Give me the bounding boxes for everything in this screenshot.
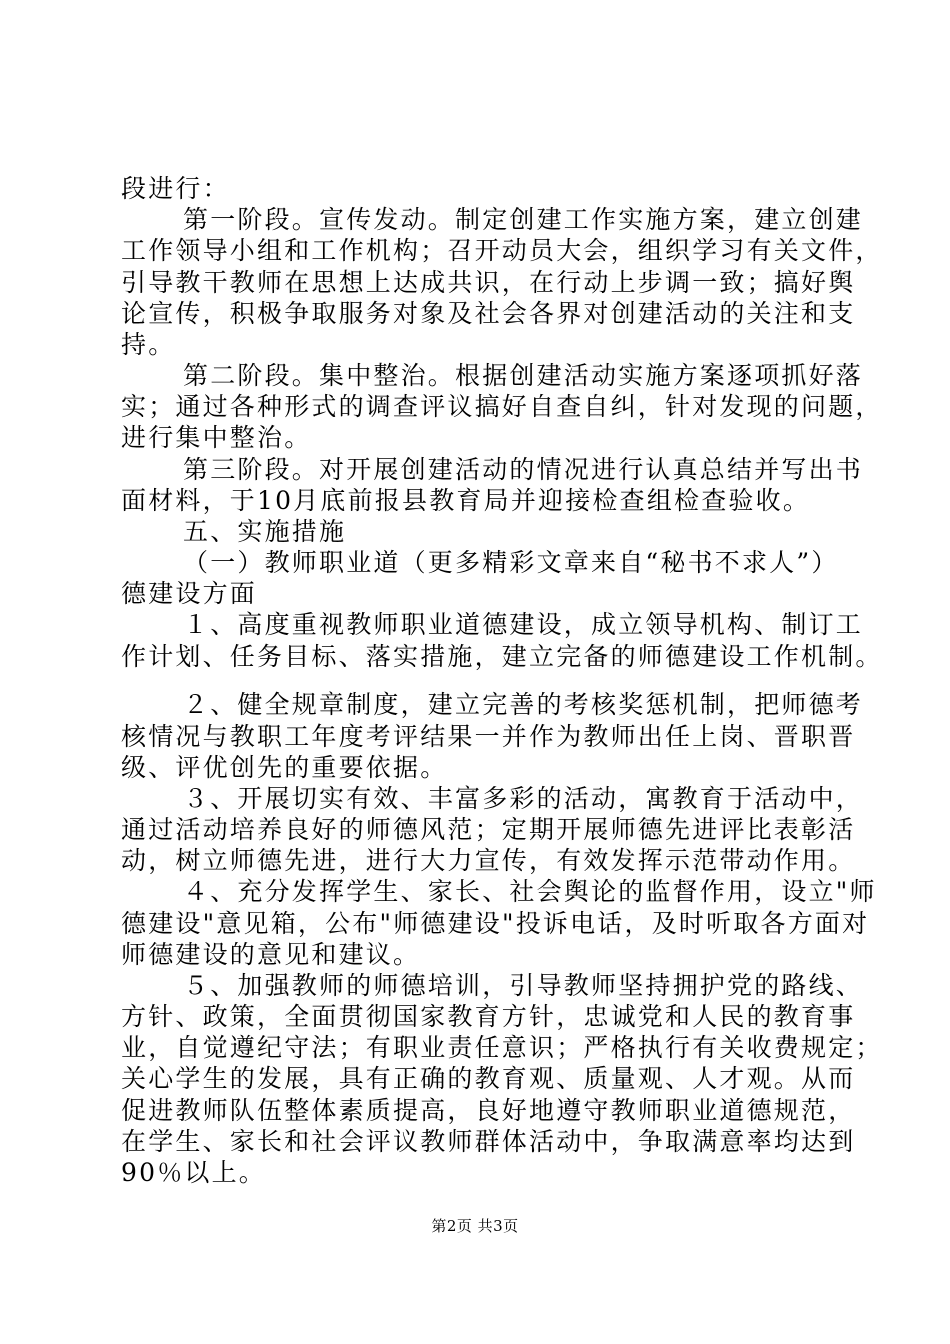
page-footer: 第2页 共3页	[431, 1217, 519, 1235]
text-line: ４、充分发挥学生、家长、社会舆论的监督作用，设立"师	[183, 877, 877, 906]
text-line: ２、健全规章制度，建立完善的考核奖惩机制，把师德考	[183, 690, 864, 719]
text-line: ３、开展切实有效、丰富多彩的活动，寓教育于活动中，	[183, 784, 864, 813]
text-line: 工作领导小组和工作机构；召开动员大会，组织学习有关文件，	[121, 236, 883, 265]
text-line: 促进教师队伍整体素质提高，良好地遵守教师职业道德规范，	[121, 1096, 856, 1125]
text-line: 在学生、家长和社会评议教师群体活动中，争取满意率均达到	[121, 1127, 856, 1156]
text-line: 核情况与教职工年度考评结果一并作为教师出任上岗、晋职晋	[121, 722, 856, 751]
text-line: 第二阶段。集中整治。根据创建活动实施方案逐项抓好落	[183, 361, 864, 390]
text-line: 进行集中整治。	[121, 423, 312, 452]
text-line: 第一阶段。宣传发动。制定创建工作实施方案，建立创建	[183, 205, 864, 234]
text-line: １、高度重视教师职业道德建设，成立领导机构、制订工	[183, 610, 864, 639]
text-line: 90％以上。	[121, 1158, 267, 1187]
text-line: 引导教干教师在思想上达成共识，在行动上步调一致；搞好舆	[121, 268, 856, 297]
subsection-heading: （一）教师职业道（更多精彩文章来自“秘书不求人”）	[183, 548, 839, 577]
text-line: 面材料，于10月底前报县教育局并迎接检查组检查验收。	[121, 486, 811, 515]
text-line: 通过活动培养良好的师德风范；定期开展师德先进评比表彰活	[121, 815, 856, 844]
text-line: ５、加强教师的师德培训，引导教师坚持拥护党的路线、	[183, 971, 864, 1000]
section-heading: 五、实施措施	[183, 517, 347, 546]
text-line: 动，树立师德先进，进行大力宣传，有效发挥示范带动作用。	[121, 846, 856, 875]
text-line: 实；通过各种形式的调查评议搞好自查自纠，针对发现的问题，	[121, 392, 883, 421]
text-line: 作计划、任务目标、落实措施，建立完备的师德建设工作机制。	[121, 642, 883, 671]
text-line: 第三阶段。对开展创建活动的情况进行认真总结并写出书	[183, 455, 864, 484]
text-line: 业，自觉遵纪守法；有职业责任意识；严格执行有关收费规定；	[121, 1033, 883, 1062]
text-line: 关心学生的发展，具有正确的教育观、质量观、人才观。从而	[121, 1064, 856, 1093]
text-line: 段进行：	[121, 174, 230, 203]
text-line: 方针、政策，全面贯彻国家教育方针，忠诚党和人民的教育事	[121, 1002, 856, 1031]
text-line: 级、评优创先的重要依据。	[121, 753, 448, 782]
subsection-heading: 德建设方面	[121, 579, 258, 608]
text-line: 师德建设的意见和建议。	[121, 940, 421, 969]
text-line: 论宣传，积极争取服务对象及社会各界对创建活动的关注和支	[121, 299, 856, 328]
text-line: 德建设"意见箱，公布"师德建设"投诉电话，及时听取各方面对	[121, 909, 870, 938]
text-line: 持。	[121, 330, 176, 359]
